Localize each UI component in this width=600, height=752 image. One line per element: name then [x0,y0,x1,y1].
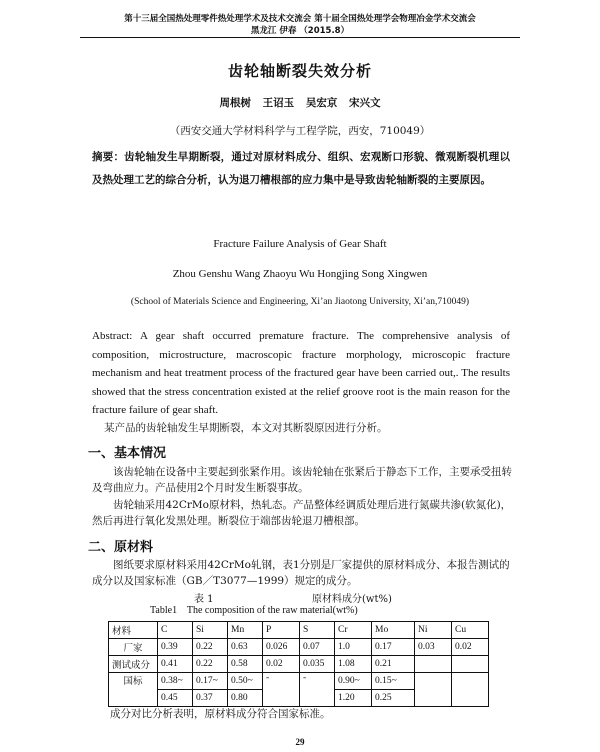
affiliation: （西安交通大学材料科学与工程学院，西安，710049） [169,125,431,137]
section-heading-raw-material: 二、原材料 [88,540,154,555]
table-cell [415,656,452,673]
conference-header-line2: 黑龙江 伊春 （2015.8） [250,26,350,36]
intro-paragraph: 某产品的齿轮轴发生早期断裂，本文对其断裂原因进行分析。 [104,422,388,434]
table-header-cell: Mn [228,622,263,639]
table-cell: 0.17~ [193,673,228,690]
table-caption-cn-label: 表 1 [194,594,214,605]
table-cell: 0.02 [452,639,489,656]
table-cell: 1.08 [335,656,372,673]
english-authors: Zhou Genshu Wang Zhaoyu Wu Hongjing Song Xingwen [172,268,428,280]
table-header-cell: S [300,622,335,639]
section1-paragraph2: 齿轮轴采用42CrMo原材料，热轧态。产品整体经调质处理后进行氮碳共渗(软氮化)，然后再进行氧化发黑处理。断裂位于端部齿轮退刀槽根部。 [92,499,512,527]
table-caption-en: Table1 The composition of the raw material(wt%) [150,605,358,616]
english-title: Fracture Failure Analysis of Gear Shaft [213,238,387,250]
table-cell: 国标 [109,673,158,707]
table-row [109,656,489,673]
table-header-cell: Cu [452,622,489,639]
table-cell: 0.39 [158,639,193,656]
table-cell: 0.37 [193,690,228,707]
table-cell: 0.17 [372,639,415,656]
table-header-cell: C [158,622,193,639]
table-cell [452,656,489,673]
page-number: 29 [295,737,305,747]
table-header-cell: Si [193,622,228,639]
table-header-cell: P [263,622,300,639]
paper-title: 齿轮轴断裂失效分析 [227,62,372,80]
composition-table [108,621,489,707]
english-abstract: Abstract: A gear shaft occurred premature fracture. The comprehensive analysis of composition, microstructure, macroscopic fracture morphology, microscopic fracture mechanism and heat treatment process of the fractured gear have been carried out,. The results showed that the stress concentration existed at the relief groove root is the main reason for the fracture failure of gear shaft. [92,330,510,416]
authors: 周根树 王诏玉 吴宏京 宋兴文 [219,97,381,109]
table-cell: 1.20 [335,690,372,707]
table-cell: 0.03 [415,639,452,656]
table-cell: 0.22 [193,656,228,673]
table-cell: 0.02 [263,656,300,673]
english-affiliation: (School of Materials Science and Engineering, Xi’an Jiaotong University, Xi’an,710049) [130,297,470,307]
conclusion-paragraph: 成分对比分析表明，原材料成分符合国家标准。 [110,708,331,720]
table-row [109,673,489,690]
table-cell: 测试成分 [109,656,158,673]
table-cell: 0.15~ [372,673,415,690]
table-cell: 0.21 [372,656,415,673]
table-cell: 厂家 [109,639,158,656]
table-header-cell: Cr [335,622,372,639]
table-cell: 0.41 [158,656,193,673]
section-heading-basic-info: 一、基本情况 [88,446,167,461]
table-cell: 0.45 [158,690,193,707]
table-cell: 0.026 [263,639,300,656]
section1-paragraph1: 该齿轮轴在设备中主要起到张紧作用。该齿轮轴在张紧后于静态下工作，主要承受扭转及弯曲应力。产品使用2个月时发生断裂事故。 [92,466,512,494]
table-header-cell: Mo [372,622,415,639]
table-cell [415,673,452,707]
table-header-cell: Ni [415,622,452,639]
table-cell: 0.80 [228,690,263,707]
table-cell: 0.22 [193,639,228,656]
table-cell [452,673,489,707]
table-cell: 1.0 [335,639,372,656]
table-cell: 0.58 [228,656,263,673]
table-cell: - [300,673,335,707]
table-cell: 0.63 [228,639,263,656]
conference-header-line1: 第十三届全国热处理零件热处理学术及技术交流会 第十届全国热处理学会物理冶金学术交流会 [124,14,476,24]
table-cell: 0.035 [300,656,335,673]
table-header-row [109,622,489,639]
table-cell: 0.50~ [228,673,263,690]
table-header-cell: 材料 [109,622,158,639]
table-cell: 0.07 [300,639,335,656]
table-row [109,639,489,656]
table-cell: 0.38~ [158,673,193,690]
header-rule [80,37,520,38]
table-cell: 0.90~ [335,673,372,690]
table-cell: 0.25 [372,690,415,707]
chinese-abstract: 摘要：齿轮轴发生早期断裂，通过对原材料成分、组织、宏观断口形貌、微观断裂机理以及热处理工艺的综合分析，认为退刀槽根部的应力集中是导致齿轮轴断裂的主要原因。 [92,151,510,186]
table-cell: - [263,673,300,707]
section2-paragraph1: 图纸要求原材料采用42CrMo轧钢，表1分别是厂家提供的原材料成分、本报告测试的成分以及国家标准（GB／T3077—1999）规定的成分。 [92,559,510,587]
table-caption-cn: 原材料成分(wt%) [312,594,392,605]
